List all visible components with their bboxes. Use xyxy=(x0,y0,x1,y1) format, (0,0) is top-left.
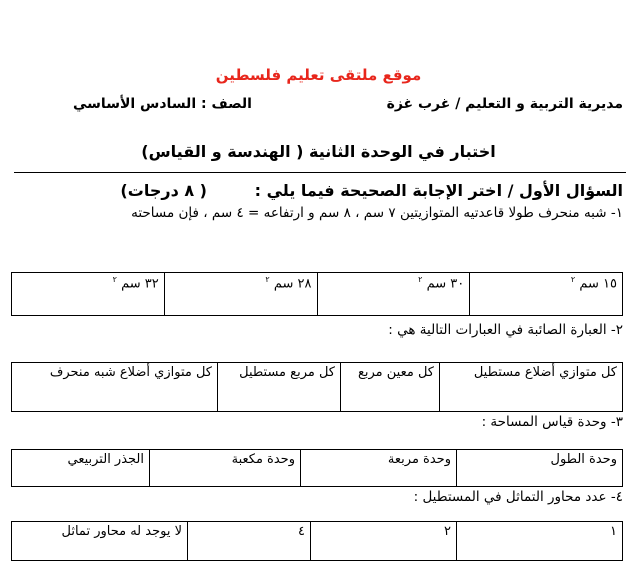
q4-option-1[interactable]: ١ xyxy=(457,522,623,561)
q1-option-1[interactable]: ١٥ سم $^٢$ xyxy=(470,273,623,316)
q3-option-1[interactable]: وحدة الطول xyxy=(457,450,623,487)
q3-option-3[interactable]: وحدة مكعبة xyxy=(150,450,301,487)
q4-option-4[interactable]: لا يوجد له محاور تماثل xyxy=(12,522,188,561)
exam-title: اختبار في الوحدة الثانية ( الهندسة و القياس) xyxy=(141,142,496,161)
section1-title: السؤال الأول / اختر الإجابة الصحيحة فيما يلي : xyxy=(254,181,623,200)
question-2-options xyxy=(11,362,623,412)
q4-option-2[interactable]: ٢ xyxy=(311,522,457,561)
section1-marks: ( ٨ درجات) xyxy=(120,181,207,200)
question-3-text: ٣- وحدة قياس المساحة : xyxy=(481,414,623,430)
q1-option-2[interactable]: ٣٠ سم $^٢$ xyxy=(317,273,470,316)
q3-option-4[interactable]: الجذر التربيعي xyxy=(12,450,150,487)
q2-option-1[interactable]: كل متوازي أضلاع مستطيل xyxy=(440,363,623,412)
question-4-text: ٤- عدد محاور التماثل في المستطيل : xyxy=(413,489,623,505)
q2-option-2[interactable]: كل معين مربع xyxy=(341,363,440,412)
directorate-label: مديرية التربية و التعليم / غرب غزة xyxy=(386,96,623,112)
q3-option-2[interactable]: وحدة مربعة xyxy=(301,450,457,487)
question-1-text: ١- شبه منحرف طولا قاعدتيه المتوازيتين ٧ سم ، ٨ سم و ارتفاعه = ٤ سم ، فإن مساحته xyxy=(131,205,623,221)
q1-option-3[interactable]: ٢٨ سم $^٢$ xyxy=(164,273,317,316)
grade-label: الصف : السادس الأساسي xyxy=(73,96,252,112)
site-title: موقع ملتقى تعليم فلسطين xyxy=(215,66,422,84)
q4-option-3[interactable]: ٤ xyxy=(188,522,311,561)
q2-option-3[interactable]: كل مربع مستطيل xyxy=(218,363,341,412)
q1-option-4[interactable]: ٣٢ سم $^٢$ xyxy=(12,273,165,316)
question-4-options xyxy=(11,521,623,561)
question-3-options xyxy=(11,449,623,487)
q2-option-4[interactable]: كل متوازي أضلاع شبه منحرف xyxy=(12,363,218,412)
title-divider xyxy=(14,172,626,173)
question-2-text: ٢- العبارة الصائبة في العبارات التالية هي : xyxy=(388,322,623,338)
question-1-options xyxy=(11,272,623,316)
